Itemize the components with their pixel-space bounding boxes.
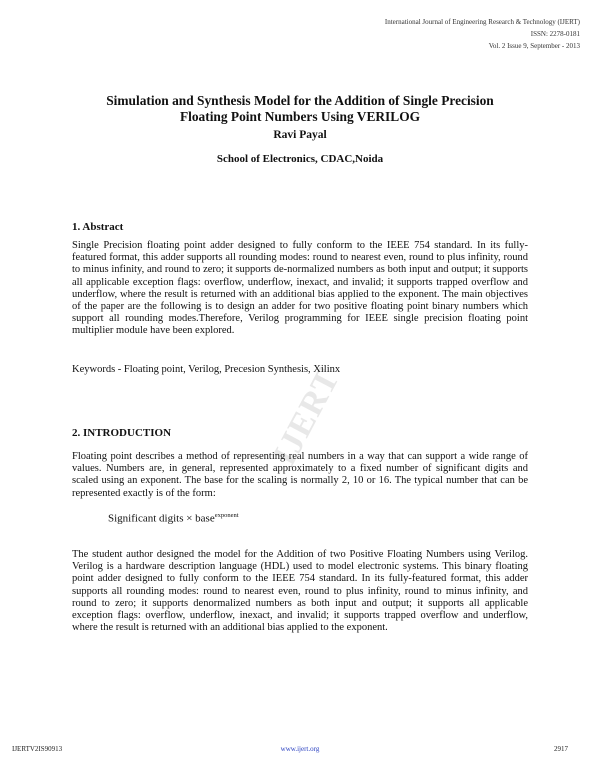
abstract-heading: 1. Abstract — [72, 221, 124, 233]
keywords: Keywords - Floating point, Verilog, Precesion Synthesis, Xilinx — [72, 364, 341, 375]
title-line-1: Simulation and Synthesis Model for the Addition of Single Precision — [106, 93, 494, 108]
volume-issue: Vol. 2 Issue 9, September - 2013 — [488, 42, 580, 50]
paper-id: IJERTV2IS90913 — [12, 745, 63, 753]
issn: ISSN: 2278-0181 — [530, 30, 580, 38]
introduction-paragraph-2: The student author designed the model for the Addition of two Positive Floating Numbers using Verilog. Verilog is a hardware description language (HDL) used to model electronic systems. This binary floating point adder designed to fully conform to the IEEE 754 standard. In its fully-featured format, this adder supports all rounding modes: round to nearest even, round to plus infinity, round to minus infinity, and round to zero; it supports denormalized numbers as both input and output; it supports all applicable exception flags: overflow, underflow, inexact, and invalid; it supports trapped overflow and underflow, where the result is returned with an additional bias applied to the exponent. — [72, 549, 528, 634]
title-line-2: Floating Point Numbers Using VERILOG — [179, 109, 421, 124]
author-affiliation: School of Electronics, CDAC,Noida — [216, 153, 384, 165]
formula-exponent: exponent — [214, 512, 239, 519]
introduction-paragraph-1: Floating point describes a method of representing real numbers in a way that can support a wide range of values. Numbers are, in general, represented approximately to a fixed number of significant digits and scaled using an exponent. The base for the scaling is normally 2, 10 or 16. The typical number that can be represented exactly is of the form: — [72, 451, 528, 499]
introduction-heading: 2. INTRODUCTION — [72, 427, 172, 439]
journal-name: International Journal of Engineering Research & Technology (IJERT) — [384, 18, 580, 26]
paper-title — [0, 93, 600, 125]
watermark: IJERT — [265, 362, 348, 472]
author-name: Ravi Payal — [273, 129, 327, 141]
formula-base: Significant digits × base — [108, 512, 215, 525]
formula — [108, 512, 239, 525]
page-number: 2917 — [554, 745, 568, 753]
abstract-text: Single Precision floating point adder designed to fully conform to the IEEE 754 standard. In its fully-featured format, this adder supports all rounding modes: round to nearest even, round to plus infinity, round to minus infinity, and round to zero; it supports de-normalized numbers as both input and output; it supports all applicable exception flags: overflow, underflow, inexact, and invalid; it supports trapped overflow and underflow, where the result is returned with an additional bias applied to the exponent. The main objectives of the paper are the following is to design an adder for two positive floating point binary numbers which support all rounding modes.Therefore, Verilog programming for IEEE single precision floating point multiplier module have been explored. — [72, 240, 528, 337]
journal-website-link[interactable]: www.ijert.org — [280, 745, 320, 753]
